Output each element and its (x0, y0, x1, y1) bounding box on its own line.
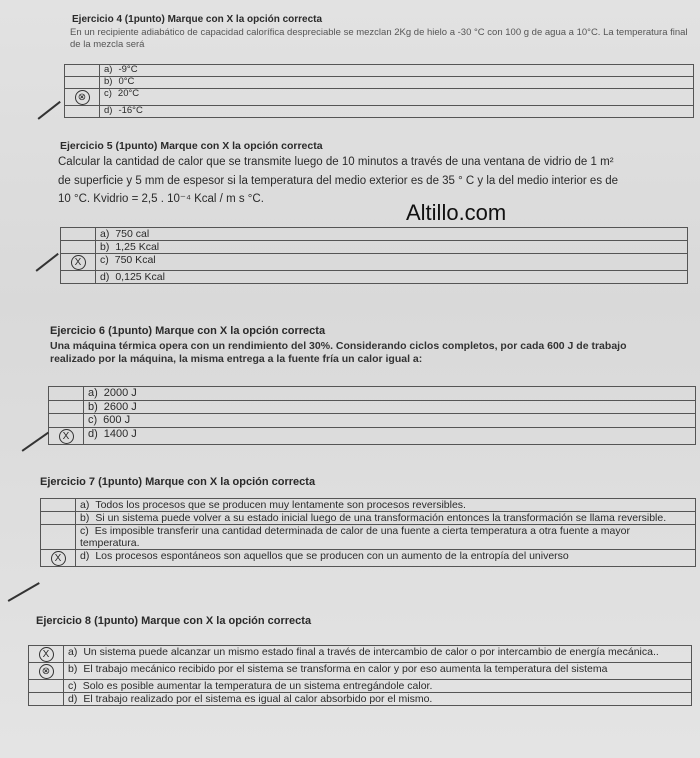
option-text-cell (64, 680, 692, 693)
option-row[interactable] (65, 76, 694, 88)
answer-mark: X (39, 647, 54, 662)
pen-stroke (8, 582, 40, 601)
option-text: -9°C (118, 64, 138, 75)
option-text-cell (96, 241, 688, 254)
ex5-title: Ejercicio 5 (1punto) Marque con X la opción correcta (60, 140, 323, 152)
option-row[interactable] (61, 254, 688, 271)
pen-stroke (38, 101, 61, 119)
watermark: Altillo.com (406, 200, 507, 225)
option-row[interactable] (61, 241, 688, 254)
option-text: Los procesos espontáneos son aquellos que se producen con un aumento de la entropía del universo (95, 550, 569, 563)
option-row[interactable] (65, 65, 694, 77)
ex6-statement: Una máquina térmica opera con un rendimiento del 30%. Considerando ciclos completos, por cada 600 J de trabajo realizado por la máquina, la misma entrega a la fuente fría un calor igual a: (50, 340, 627, 366)
answer-mark: X (51, 551, 66, 566)
option-letter: a) (68, 646, 78, 658)
pen-stroke (36, 253, 59, 271)
option-row[interactable] (41, 499, 696, 512)
option-letter: b) (100, 241, 110, 254)
option-text-cell (100, 88, 694, 105)
ex5-statement-line2: de superficie y 5 mm de espesor si la temperatura del medio exterior es de 35 ° C y la del medio interior es de (58, 175, 619, 187)
ex5-statement-line1: Calcular la cantidad de calor que se transmite luego de 10 minutos a través de una ventana de vidrio de 1 m² (58, 156, 614, 168)
answer-mark-cell[interactable] (61, 241, 96, 254)
ex4-statement: En un recipiente adiabático de capacidad calorífica despreciable se mezclan 2Kg de hielo a -30 °C con 100 g de agua a 10°C. La temperatura final de la mezcla será (70, 27, 688, 50)
ex6-options (49, 387, 696, 445)
option-letter: c) (104, 87, 112, 99)
option-row[interactable] (41, 525, 696, 550)
ex6-options-table (48, 386, 696, 445)
option-text: 20°C (117, 87, 140, 99)
answer-mark-cell[interactable] (49, 387, 84, 401)
option-text-cell (100, 76, 694, 88)
pen-stroke (22, 432, 49, 452)
option-row[interactable] (49, 387, 696, 401)
ex4-title: Ejercicio 4 (1punto) Marque con X la opción correcta (72, 14, 323, 25)
option-letter: c) (80, 525, 89, 538)
option-text: Es imposible transferir una cantidad determinada de calor de una fuente a cierta temperatura a otra fuente a mayor temperatura. (80, 525, 630, 550)
option-row[interactable] (41, 550, 696, 567)
option-text-cell (96, 271, 688, 284)
option-letter: d) (80, 550, 90, 563)
option-row[interactable] (61, 228, 688, 241)
option-letter: b) (80, 512, 90, 525)
option-letter: b) (104, 75, 113, 87)
option-letter: d) (88, 427, 98, 440)
option-row[interactable] (49, 400, 696, 414)
option-text-cell (76, 512, 696, 525)
answer-mark-cell[interactable] (61, 254, 96, 271)
option-text-cell (84, 387, 696, 401)
answer-mark: ⊗ (39, 664, 54, 679)
option-letter: c) (68, 680, 77, 692)
answer-mark-cell[interactable] (49, 400, 84, 414)
answer-mark-cell[interactable] (65, 88, 100, 105)
option-row[interactable] (41, 512, 696, 525)
answer-mark-cell[interactable] (61, 271, 96, 284)
option-text: 0°C (118, 75, 135, 87)
answer-mark-cell[interactable] (41, 512, 76, 525)
option-letter: d) (68, 693, 78, 706)
option-letter: c) (100, 254, 109, 267)
option-text-cell (96, 228, 688, 241)
answer-mark-cell[interactable] (29, 646, 64, 663)
option-row[interactable] (49, 414, 696, 428)
option-text-cell (64, 663, 692, 680)
option-row[interactable] (29, 680, 692, 693)
option-row[interactable] (29, 693, 692, 706)
ex8-options (29, 646, 692, 706)
answer-mark: X (71, 255, 86, 270)
option-text: 2600 J (103, 400, 137, 413)
option-letter: d) (104, 104, 113, 116)
option-row[interactable] (49, 427, 696, 444)
answer-mark-cell[interactable] (29, 663, 64, 680)
answer-mark-cell[interactable] (49, 427, 84, 444)
option-text: Todos los procesos que se producen muy lentamente son procesos reversibles. (95, 499, 466, 511)
answer-mark-cell[interactable] (65, 76, 100, 88)
answer-mark: ⊗ (75, 90, 90, 105)
ex8-options-table (28, 645, 692, 706)
option-text-cell (76, 499, 696, 512)
answer-mark-cell[interactable] (41, 525, 76, 550)
answer-mark: X (59, 429, 74, 444)
option-letter: a) (104, 64, 113, 75)
option-text: Solo es posible aumentar la temperatura de un sistema entregándole calor. (82, 680, 433, 692)
option-row[interactable] (29, 663, 692, 680)
option-text-cell (76, 550, 696, 567)
option-letter: c) (88, 414, 98, 427)
option-text: 1400 J (103, 427, 137, 440)
option-letter: a) (100, 228, 110, 240)
option-row[interactable] (61, 271, 688, 284)
answer-mark-cell[interactable] (65, 105, 100, 117)
option-letter: b) (68, 663, 78, 675)
answer-mark-cell[interactable] (65, 65, 100, 77)
option-text: Un sistema puede alcanzar un mismo estado final a través de intercambio de calor o por intercambio de energía mecánica.. (83, 646, 659, 658)
ex4-options (65, 65, 694, 118)
option-text: 600 J (103, 414, 131, 427)
option-letter: d) (100, 271, 110, 284)
ex6-title: Ejercicio 6 (1punto) Marque con X la opción correcta (50, 325, 326, 337)
option-text: 1,25 Kcal (115, 241, 160, 254)
ex7-options (41, 499, 696, 567)
option-text: El trabajo mecánico recibido por el sistema se transforma en calor y por eso aumenta la temperatura del sistema (83, 663, 608, 675)
option-text-cell (100, 65, 694, 77)
option-text: El trabajo realizado por el sistema es igual al calor absorbido por el mismo. (83, 693, 433, 706)
option-row[interactable] (65, 88, 694, 105)
option-text-cell (84, 400, 696, 414)
option-text: 2000 J (103, 387, 137, 399)
option-text-cell (84, 427, 696, 444)
answer-mark-cell[interactable] (61, 228, 96, 241)
answer-mark-cell[interactable] (41, 550, 76, 567)
ex7-title: Ejercicio 7 (1punto) Marque con X la opción correcta (40, 476, 316, 488)
option-text: 750 Kcal (114, 254, 156, 267)
option-text: 0,125 Kcal (115, 271, 165, 284)
ex8-title: Ejercicio 8 (1punto) Marque con X la opción correcta (36, 615, 312, 627)
ex5-options (61, 228, 688, 284)
ex5-options-table (60, 227, 688, 284)
option-text-cell (64, 646, 692, 663)
option-text: -16°C (118, 104, 143, 116)
option-letter: b) (88, 400, 98, 413)
ex7-options-table (40, 498, 696, 567)
option-text: Si un sistema puede volver a su estado inicial luego de una transformación entonces la transformación se llama reversible. (95, 512, 667, 525)
option-text-cell (76, 525, 696, 550)
option-text-cell (100, 105, 694, 117)
option-letter: a) (80, 499, 90, 511)
answer-mark-cell[interactable] (29, 680, 64, 693)
option-text: 750 cal (115, 228, 150, 240)
answer-mark-cell[interactable] (41, 499, 76, 512)
ex5-statement-line3: 10 °C. Kvidrio = 2,5 . 10⁻⁴ Kcal / m s °C. (58, 193, 264, 205)
option-row[interactable] (65, 105, 694, 117)
option-text-cell (84, 414, 696, 428)
ex4-options-table (64, 64, 694, 118)
answer-mark-cell[interactable] (49, 414, 84, 428)
option-text-cell (96, 254, 688, 271)
answer-mark-cell[interactable] (29, 693, 64, 706)
option-row[interactable] (29, 646, 692, 663)
option-letter: a) (88, 387, 98, 399)
option-text-cell (64, 693, 692, 706)
